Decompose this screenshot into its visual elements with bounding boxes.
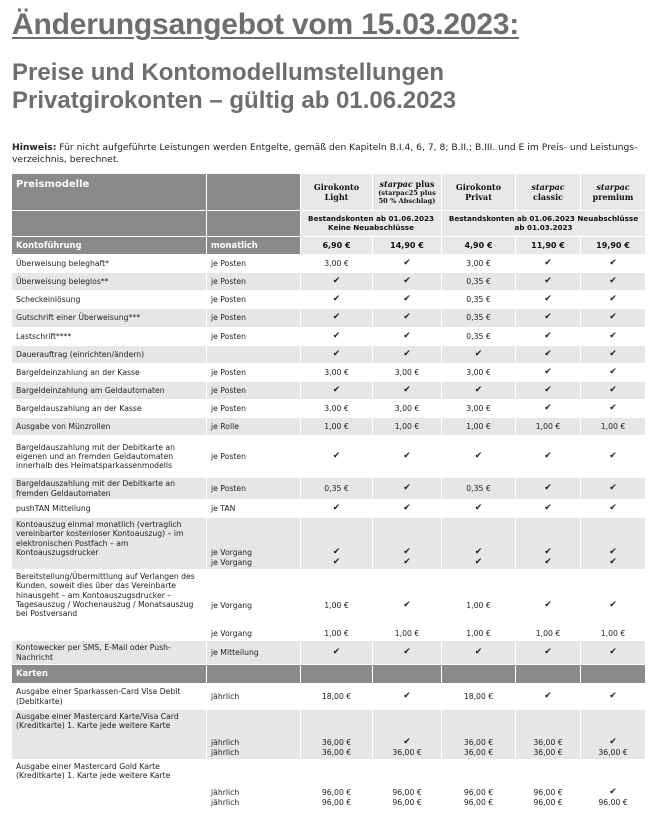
row-value: 0,35 € <box>442 328 516 346</box>
row-value: ✔ <box>442 500 516 518</box>
row-label: Dauerauftrag (einrichten/ändern) <box>12 346 207 364</box>
row-value: ✔ <box>373 346 442 364</box>
row-value: 96,00 € 96,00 € <box>373 760 442 810</box>
row-value: 18,00 € <box>301 684 373 710</box>
row-label: Ausgabe einer Sparkassen-Card Visa Debit (Debitkarte) <box>12 684 207 710</box>
row-value: ✔ <box>373 328 442 346</box>
section-kontofuehrung-value: 6,90 € <box>301 237 373 255</box>
table-row <box>12 328 646 346</box>
row-label: Bargeldauszahlung mit der Debitkarte an eigenen und an fremden Geldautomaten innerhalb des Heimatsparkassenmodells <box>12 436 207 478</box>
row-value: 3,00 € <box>442 255 516 273</box>
row-value: ✔ <box>442 346 516 364</box>
row-value: 3,00 € <box>442 364 516 382</box>
row-value: ✔ <box>516 641 581 665</box>
table-row <box>12 641 646 665</box>
row-value: ✔ <box>516 255 581 273</box>
row-value: ✔ 1,00 € <box>581 570 646 641</box>
row-value: ✔ <box>373 291 442 309</box>
row-value: ✔ <box>373 382 442 400</box>
row-value: 3,00 € <box>373 364 442 382</box>
header-unit-blank <box>207 174 301 211</box>
row-value: 3,00 € <box>301 400 373 418</box>
row-label: Scheckeinlösung <box>12 291 207 309</box>
row-value: 18,00 € <box>442 684 516 710</box>
row-value: ✔ <box>516 478 581 500</box>
row-value: ✔ <box>373 684 442 710</box>
row-value: ✔ 1,00 € <box>373 570 442 641</box>
header-label: Preismodelle <box>12 174 207 211</box>
subtitle-line-1: Preise und Kontomodellumstellungen <box>12 59 445 86</box>
hint-text <box>12 142 646 166</box>
row-value: ✔ 36,00 € <box>581 710 646 760</box>
row-value: ✔ <box>581 382 646 400</box>
subtitle-line-2: Privatgirokonten – gültig ab 01.06.2023 <box>12 87 457 114</box>
row-value: 0,35 € <box>442 478 516 500</box>
row-value: ✔ <box>581 309 646 328</box>
row-value: 96,00 € 96,00 € <box>442 760 516 810</box>
row-value: ✔ ✔ <box>516 518 581 570</box>
row-value: 1,00 € <box>442 418 516 436</box>
row-unit: je Mitteilung <box>207 641 301 665</box>
row-value: ✔ <box>581 641 646 665</box>
section-kontofuehrung-unit: monatlich <box>207 237 301 255</box>
section-karten-unit <box>207 665 301 684</box>
section-kontofuehrung-value: 14,90 € <box>373 237 442 255</box>
hint-body: Für nicht aufgeführte Leistungen werden Entgelte, gemäß den Kapiteln B.I.4, 6, 7, 8; B.II.; B.III. und E im Preis- und Leistungs-verzeichnis, berechnet. <box>12 142 638 165</box>
row-value: ✔ <box>581 273 646 291</box>
row-value: ✔ <box>581 255 646 273</box>
row-label: Kontowecker per SMS, E-Mail oder Push-Nachricht <box>12 641 207 665</box>
row-unit <box>207 346 301 364</box>
section-karten-value <box>442 665 516 684</box>
row-value: ✔ ✔ <box>581 518 646 570</box>
row-value: 1,00 € 1,00 € <box>442 570 516 641</box>
row-value: ✔ <box>516 382 581 400</box>
row-value: 96,00 € 96,00 € <box>516 760 581 810</box>
table-group-row <box>12 211 646 237</box>
row-value: 1,00 € <box>516 418 581 436</box>
row-value: ✔ 1,00 € <box>516 570 581 641</box>
group-label-existing: Bestandskonten ab 01.06.2023 Keine Neuabschlüsse <box>301 211 442 237</box>
row-label: Ausgabe einer Mastercard Karte/Visa Card (Kreditkarte) 1. Karte jede weitere Karte <box>12 710 207 760</box>
table-row <box>12 346 646 364</box>
row-unit: je Posten <box>207 400 301 418</box>
row-value: 36,00 € 36,00 € <box>516 710 581 760</box>
row-value: ✔ <box>516 684 581 710</box>
row-value: ✔ <box>516 500 581 518</box>
row-value: ✔ <box>301 291 373 309</box>
row-unit: je Posten <box>207 328 301 346</box>
row-value: ✔ <box>373 273 442 291</box>
row-value: ✔ <box>301 641 373 665</box>
row-value: ✔ ✔ <box>301 518 373 570</box>
row-unit: je Vorgang je Vorgang <box>207 570 301 641</box>
row-unit: jährlich jährlich <box>207 760 301 810</box>
row-value: ✔ <box>516 436 581 478</box>
row-value: ✔ <box>373 478 442 500</box>
row-value: ✔ <box>516 309 581 328</box>
row-value: ✔ <box>373 500 442 518</box>
model-header-starpac-classic: starpac classic <box>516 174 581 211</box>
row-unit: jährlich <box>207 684 301 710</box>
section-karten-value <box>301 665 373 684</box>
row-value: 3,00 € <box>301 255 373 273</box>
row-value: ✔ <box>516 273 581 291</box>
group-blank-unit <box>207 211 301 237</box>
row-unit: je Posten <box>207 309 301 328</box>
row-value: ✔ <box>581 500 646 518</box>
row-value: ✔ <box>442 641 516 665</box>
row-value: ✔ <box>581 436 646 478</box>
row-value: ✔ <box>373 641 442 665</box>
section-karten <box>12 665 646 684</box>
row-value: ✔ <box>442 382 516 400</box>
page-title: Änderungsangebot vom 15.03.2023: <box>12 8 520 41</box>
row-value: 0,35 € <box>301 478 373 500</box>
table-row <box>12 570 646 641</box>
row-value: ✔ <box>516 328 581 346</box>
row-label: Kontoauszug einmal monatlich (vertraglich vereinbarter kostenloser Kontoauszug) – im elektronischen Postfach – am Kontoauszugsdrucker <box>12 518 207 570</box>
row-value: ✔ <box>373 309 442 328</box>
row-label: Ausgabe einer Mastercard Gold Karte (Kreditkarte) 1. Karte jede weitere Karte <box>12 760 207 810</box>
row-unit: je Vorgang je Vorgang <box>207 518 301 570</box>
table-header-row <box>12 174 646 211</box>
table-row <box>12 400 646 418</box>
table-row <box>12 710 646 760</box>
row-value: 3,00 € <box>442 400 516 418</box>
row-unit: jährlich jährlich <box>207 710 301 760</box>
row-label: pushTAN Mitteilung <box>12 500 207 518</box>
row-value: 1,00 € <box>301 418 373 436</box>
row-value: ✔ <box>516 291 581 309</box>
row-label: Ausgabe von Münzrollen <box>12 418 207 436</box>
table-row <box>12 273 646 291</box>
row-value: 96,00 € 96,00 € <box>301 760 373 810</box>
section-karten-value <box>516 665 581 684</box>
row-value: ✔ <box>516 346 581 364</box>
model-header-light: Girokonto Light <box>301 174 373 211</box>
section-kontofuehrung-value: 19,90 € <box>581 237 646 255</box>
row-value: 0,35 € <box>442 291 516 309</box>
row-value: 36,00 € 36,00 € <box>301 710 373 760</box>
row-value: ✔ <box>442 436 516 478</box>
row-value: 0,35 € <box>442 273 516 291</box>
price-table <box>12 174 646 831</box>
row-unit: je Posten <box>207 273 301 291</box>
row-value: 1,00 € <box>373 418 442 436</box>
table-row <box>12 255 646 273</box>
row-value: ✔ <box>516 364 581 382</box>
section-kontofuehrung-value: 11,90 € <box>516 237 581 255</box>
row-unit: je Posten <box>207 291 301 309</box>
table-row <box>12 418 646 436</box>
table-row <box>12 364 646 382</box>
section-karten-value <box>373 665 442 684</box>
row-value: ✔ <box>301 436 373 478</box>
row-unit: je Posten <box>207 436 301 478</box>
row-label: Bereitstellung/Übermittlung auf Verlangen des Kunden, soweit dies über das Vereinbarte hinausgeht – am Kontoauszugsdrucker – Tagesauszug / Wochenauszug / Monatsauszug bei Postversand <box>12 570 207 641</box>
row-label: Überweisung beleglos** <box>12 273 207 291</box>
row-label: Bargeldeinzahlung an der Kasse <box>12 364 207 382</box>
row-unit: je Rolle <box>207 418 301 436</box>
row-value: ✔ <box>373 436 442 478</box>
model-header-starpac-premium: starpac premium <box>581 174 646 211</box>
table-row <box>12 760 646 810</box>
row-value: 36,00 € 36,00 € <box>442 710 516 760</box>
model-header-privat: Girokonto Privat <box>442 174 516 211</box>
section-kontofuehrung-label: Kontoführung <box>12 237 207 255</box>
row-unit: je Posten <box>207 382 301 400</box>
row-label: Überweisung beleghaft* <box>12 255 207 273</box>
table-row <box>12 382 646 400</box>
row-value: ✔ <box>301 346 373 364</box>
table-row <box>12 684 646 710</box>
row-value: ✔ <box>581 684 646 710</box>
row-unit: je Posten <box>207 478 301 500</box>
row-value: 0,35 € <box>442 309 516 328</box>
row-value: ✔ <box>301 309 373 328</box>
row-unit: je TAN <box>207 500 301 518</box>
section-kontofuehrung-value: 4,90 € <box>442 237 516 255</box>
row-value: 3,00 € <box>373 400 442 418</box>
row-value: ✔ 96,00 € <box>581 760 646 810</box>
row-label: Bargeldeinzahlung am Geldautomaten <box>12 382 207 400</box>
row-value: 1,00 € 1,00 € <box>301 570 373 641</box>
row-value: ✔ <box>301 328 373 346</box>
group-blank-left <box>12 211 207 237</box>
row-value: ✔ ✔ <box>373 518 442 570</box>
table-row <box>12 500 646 518</box>
row-unit: je Posten <box>207 364 301 382</box>
row-value: ✔ <box>516 400 581 418</box>
row-value: ✔ <box>373 255 442 273</box>
table-row <box>12 436 646 478</box>
table-row <box>12 291 646 309</box>
row-value: ✔ ✔ <box>442 518 516 570</box>
section-karten-value <box>581 665 646 684</box>
row-label: Bargeldauszahlung an der Kasse <box>12 400 207 418</box>
row-value: ✔ <box>581 346 646 364</box>
page-subtitle <box>12 59 456 115</box>
section-kontofuehrung <box>12 237 646 255</box>
group-label-new: Bestandskonten ab 01.06.2023 Neuabschlüsse ab 01.03.2023 <box>442 211 646 237</box>
table-row <box>12 309 646 328</box>
row-value: ✔ <box>581 328 646 346</box>
table-row <box>12 478 646 500</box>
hint-label: Hinweis: <box>12 142 57 153</box>
row-value: ✔ <box>581 478 646 500</box>
row-label: Gutschrift einer Überweisung*** <box>12 309 207 328</box>
row-value: ✔ <box>301 273 373 291</box>
row-label: Bargeldauszahlung mit der Debitkarte an fremden Geldautomaten <box>12 478 207 500</box>
row-value: ✔ <box>301 382 373 400</box>
row-value: ✔ <box>581 291 646 309</box>
section-karten-label: Karten <box>12 665 207 684</box>
row-value: ✔ <box>581 364 646 382</box>
table-row <box>12 518 646 570</box>
row-value: ✔ <box>301 500 373 518</box>
row-value: 1,00 € <box>581 418 646 436</box>
row-value: ✔ 36,00 € <box>373 710 442 760</box>
row-unit: je Posten <box>207 255 301 273</box>
row-value: ✔ <box>581 400 646 418</box>
model-header-starpac-plus: starpac plus (starpac25 plus 50 % Abschlag) <box>373 174 442 211</box>
row-value: 3,00 € <box>301 364 373 382</box>
row-label: Lastschrift**** <box>12 328 207 346</box>
